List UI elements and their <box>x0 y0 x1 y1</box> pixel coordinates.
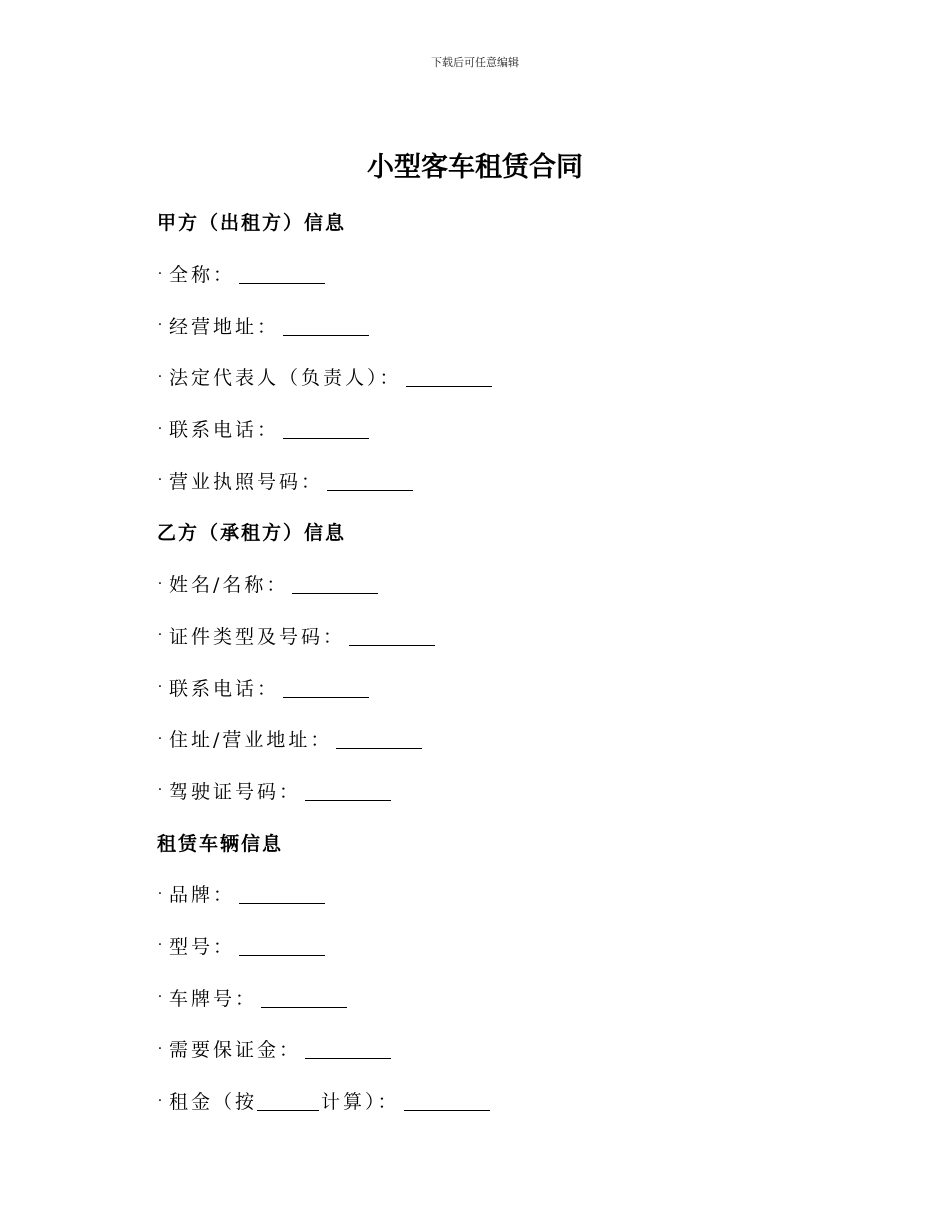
bullet-icon: · <box>157 937 163 954</box>
page-header-note: 下载后可任意编辑 <box>431 56 519 69</box>
bullet-icon: · <box>157 265 163 282</box>
field-party-a-name <box>157 248 797 300</box>
field-label: 驾驶证号码： <box>169 780 302 803</box>
field-label: 营业执照号码： <box>169 470 324 493</box>
contract-body <box>157 196 797 1126</box>
field-party-b-address <box>157 713 797 765</box>
field-party-a-license <box>157 454 797 506</box>
rent-unit-blank[interactable] <box>257 1090 319 1111</box>
bullet-icon: · <box>157 989 163 1006</box>
bullet-icon: · <box>157 679 163 696</box>
field-label: 型号： <box>169 935 236 958</box>
field-label: 需要保证金： <box>169 1039 302 1062</box>
fill-in-blank[interactable] <box>404 1090 490 1111</box>
fill-in-blank[interactable] <box>406 366 492 387</box>
bullet-icon: · <box>157 472 163 489</box>
section-heading-vehicle: 租赁车辆信息 <box>157 832 284 855</box>
document-title: 小型客车租赁合同 <box>367 152 583 183</box>
field-party-a-phone <box>157 403 797 455</box>
field-vehicle-brand <box>157 868 797 920</box>
fill-in-blank[interactable] <box>292 573 378 594</box>
fill-in-blank[interactable] <box>261 987 347 1008</box>
field-vehicle-plate <box>157 971 797 1023</box>
bullet-icon: · <box>157 575 163 592</box>
fill-in-blank[interactable] <box>349 625 435 646</box>
fill-in-blank[interactable] <box>239 935 325 956</box>
fill-in-blank[interactable] <box>305 1038 391 1059</box>
bullet-icon: · <box>157 368 163 385</box>
field-vehicle-deposit <box>157 1023 797 1075</box>
field-label-suffix: 计算）： <box>321 1091 400 1114</box>
bullet-icon: · <box>157 885 163 902</box>
field-party-a-address <box>157 299 797 351</box>
field-party-b-name <box>157 558 797 610</box>
field-label: 联系电话： <box>169 419 280 442</box>
fill-in-blank[interactable] <box>336 728 422 749</box>
field-label: 证件类型及号码： <box>169 625 346 648</box>
field-label: 车牌号： <box>169 987 258 1010</box>
field-label: 全称： <box>169 264 236 287</box>
field-party-b-phone <box>157 661 797 713</box>
bullet-icon: · <box>157 730 163 747</box>
field-label: 品牌： <box>169 884 236 907</box>
bullet-icon: · <box>157 627 163 644</box>
field-label-prefix: 租金（按 <box>169 1091 258 1114</box>
bullet-icon: · <box>157 1040 163 1057</box>
fill-in-blank[interactable] <box>239 883 325 904</box>
fill-in-blank[interactable] <box>283 677 369 698</box>
field-vehicle-rent <box>157 1075 797 1127</box>
bullet-icon: · <box>157 317 163 334</box>
fill-in-blank[interactable] <box>239 263 325 284</box>
field-label: 姓名/名称： <box>169 574 289 597</box>
fill-in-blank[interactable] <box>283 418 369 439</box>
field-label: 经营地址： <box>169 315 280 338</box>
field-label: 法定代表人（负责人）： <box>169 367 402 390</box>
bullet-icon: · <box>157 1092 163 1109</box>
field-label: 住址/营业地址： <box>169 729 333 752</box>
fill-in-blank[interactable] <box>305 780 391 801</box>
field-party-a-legal-rep <box>157 351 797 403</box>
fill-in-blank[interactable] <box>283 315 369 336</box>
field-vehicle-model <box>157 920 797 972</box>
section-heading-party-a: 甲方（出租方）信息 <box>157 212 347 235</box>
bullet-icon: · <box>157 420 163 437</box>
section-heading-party-b: 乙方（承租方）信息 <box>157 522 347 545</box>
field-party-b-id <box>157 610 797 662</box>
fill-in-blank[interactable] <box>327 470 413 491</box>
bullet-icon: · <box>157 782 163 799</box>
field-label: 联系电话： <box>169 677 280 700</box>
field-party-b-driver-license <box>157 765 797 817</box>
